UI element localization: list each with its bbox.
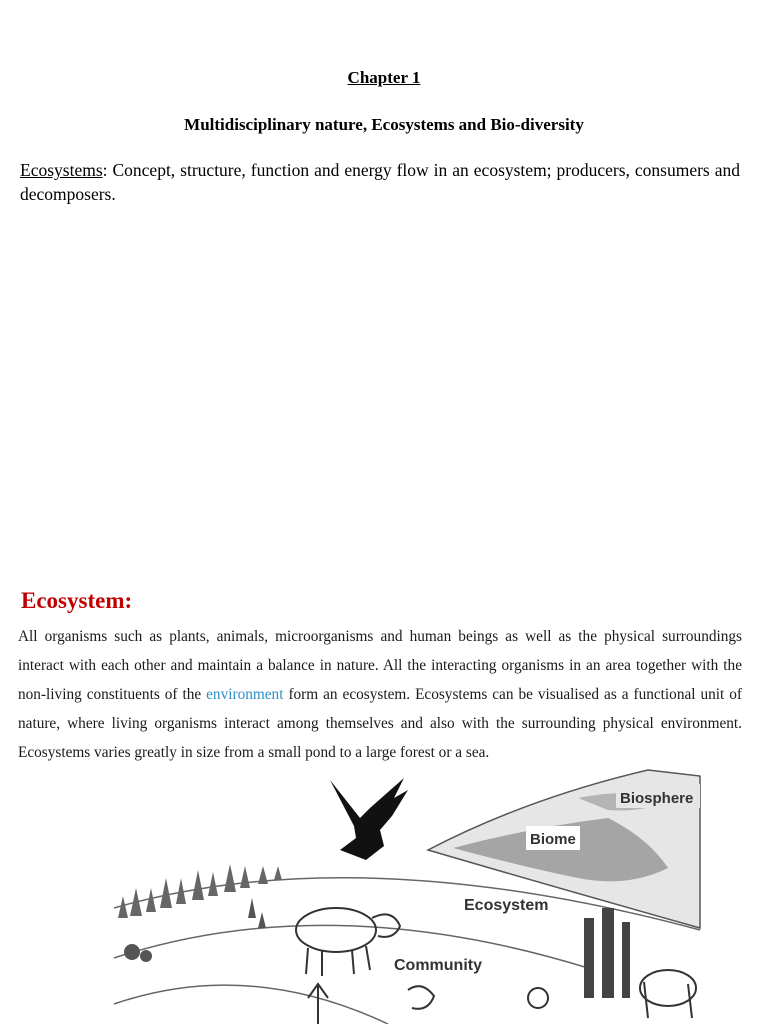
- syllabus-paragraph: [20, 158, 740, 206]
- buffalo-illustration: [296, 908, 400, 976]
- chapter-title: Chapter 1: [347, 68, 421, 87]
- forest-trees: [118, 864, 282, 918]
- biome-label: Biome: [530, 831, 576, 848]
- deer-monkey-illustration: [308, 984, 434, 1024]
- rainforest-trees: [528, 908, 630, 1008]
- population-arc: [114, 985, 388, 1024]
- section-body-text-2: form an ecosystem. Ecosystems can be visualised as a functional unit of nature, where living organisms interact among themselves and also with the surrounding physical environment. Ecosystems varies greatly in size from a small pond to a large forest or a sea.: [18, 686, 742, 761]
- ecosystem-label: Ecosystem: [464, 897, 549, 914]
- section-body-text-1: All organisms such as plants, animals, microorganisms and human beings as well as the physical surroundings interact with each other and maintain a balance in nature. All the interacting organisms in an area together with the non-living constituents of the: [18, 628, 742, 703]
- community-arc: [114, 925, 588, 968]
- environment-link[interactable]: environment: [206, 686, 284, 703]
- tiger-illustration: [640, 970, 696, 1018]
- section-heading: Ecosystem:: [21, 588, 133, 613]
- syllabus-label: Ecosystems: [20, 160, 103, 180]
- ecosystem-levels-figure: [108, 768, 708, 1024]
- community-label: Community: [394, 957, 482, 974]
- chapter-subtitle: Multidisciplinary nature, Ecosystems and Bio-diversity: [184, 115, 584, 134]
- biosphere-label: Biosphere: [620, 790, 694, 807]
- section-body: [18, 622, 742, 767]
- ecosystem-levels-illustration: [108, 768, 708, 1024]
- syllabus-text: : Concept, structure, function and energy flow in an ecosystem; producers, consumers and decomposers.: [20, 160, 740, 204]
- eagle-illustration: [330, 778, 408, 860]
